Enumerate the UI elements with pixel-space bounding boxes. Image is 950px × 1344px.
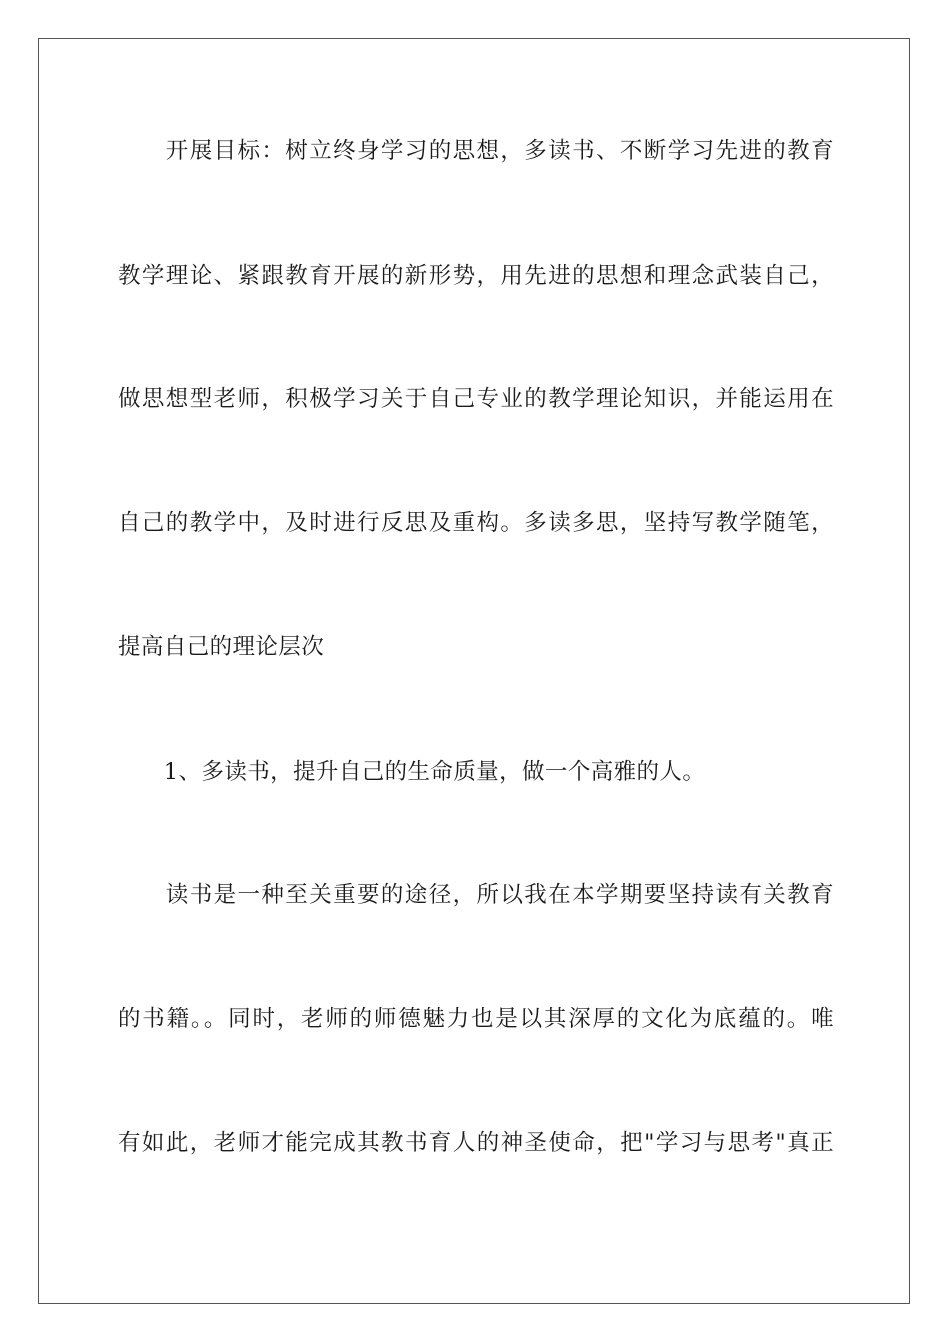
paragraph-goal-line-4: 自己的教学中，及时进行反思及重构。多读多思，坚持写教学随笔， bbox=[118, 510, 834, 536]
paragraph-goal-line-1: 开展目标：树立终身学习的思想，多读书、不断学习先进的教育 bbox=[118, 138, 834, 164]
paragraph-reading-line-1: 读书是一种至关重要的途径，所以我在本学期要坚持读有关教育 bbox=[118, 882, 834, 908]
page-border bbox=[38, 38, 910, 1304]
section-heading-read-more: 1、多读书，提升自己的生命质量，做一个高雅的人。 bbox=[118, 759, 706, 785]
paragraph-goal-line-3: 做思想型老师，积极学习关于自己专业的教学理论知识，并能运用在 bbox=[118, 386, 834, 412]
paragraph-goal-line-2: 教学理论、紧跟教育开展的新形势，用先进的思想和理念武装自己， bbox=[118, 263, 834, 289]
paragraph-reading-line-3: 有如此，老师才能完成其教书育人的神圣使命，把"学习与思考"真正 bbox=[118, 1130, 834, 1156]
paragraph-goal-line-5: 提高自己的理论层次 bbox=[118, 634, 325, 660]
paragraph-reading-line-2: 的书籍。。同时，老师的师德魅力也是以其深厚的文化为底蕴的。唯 bbox=[118, 1006, 834, 1032]
